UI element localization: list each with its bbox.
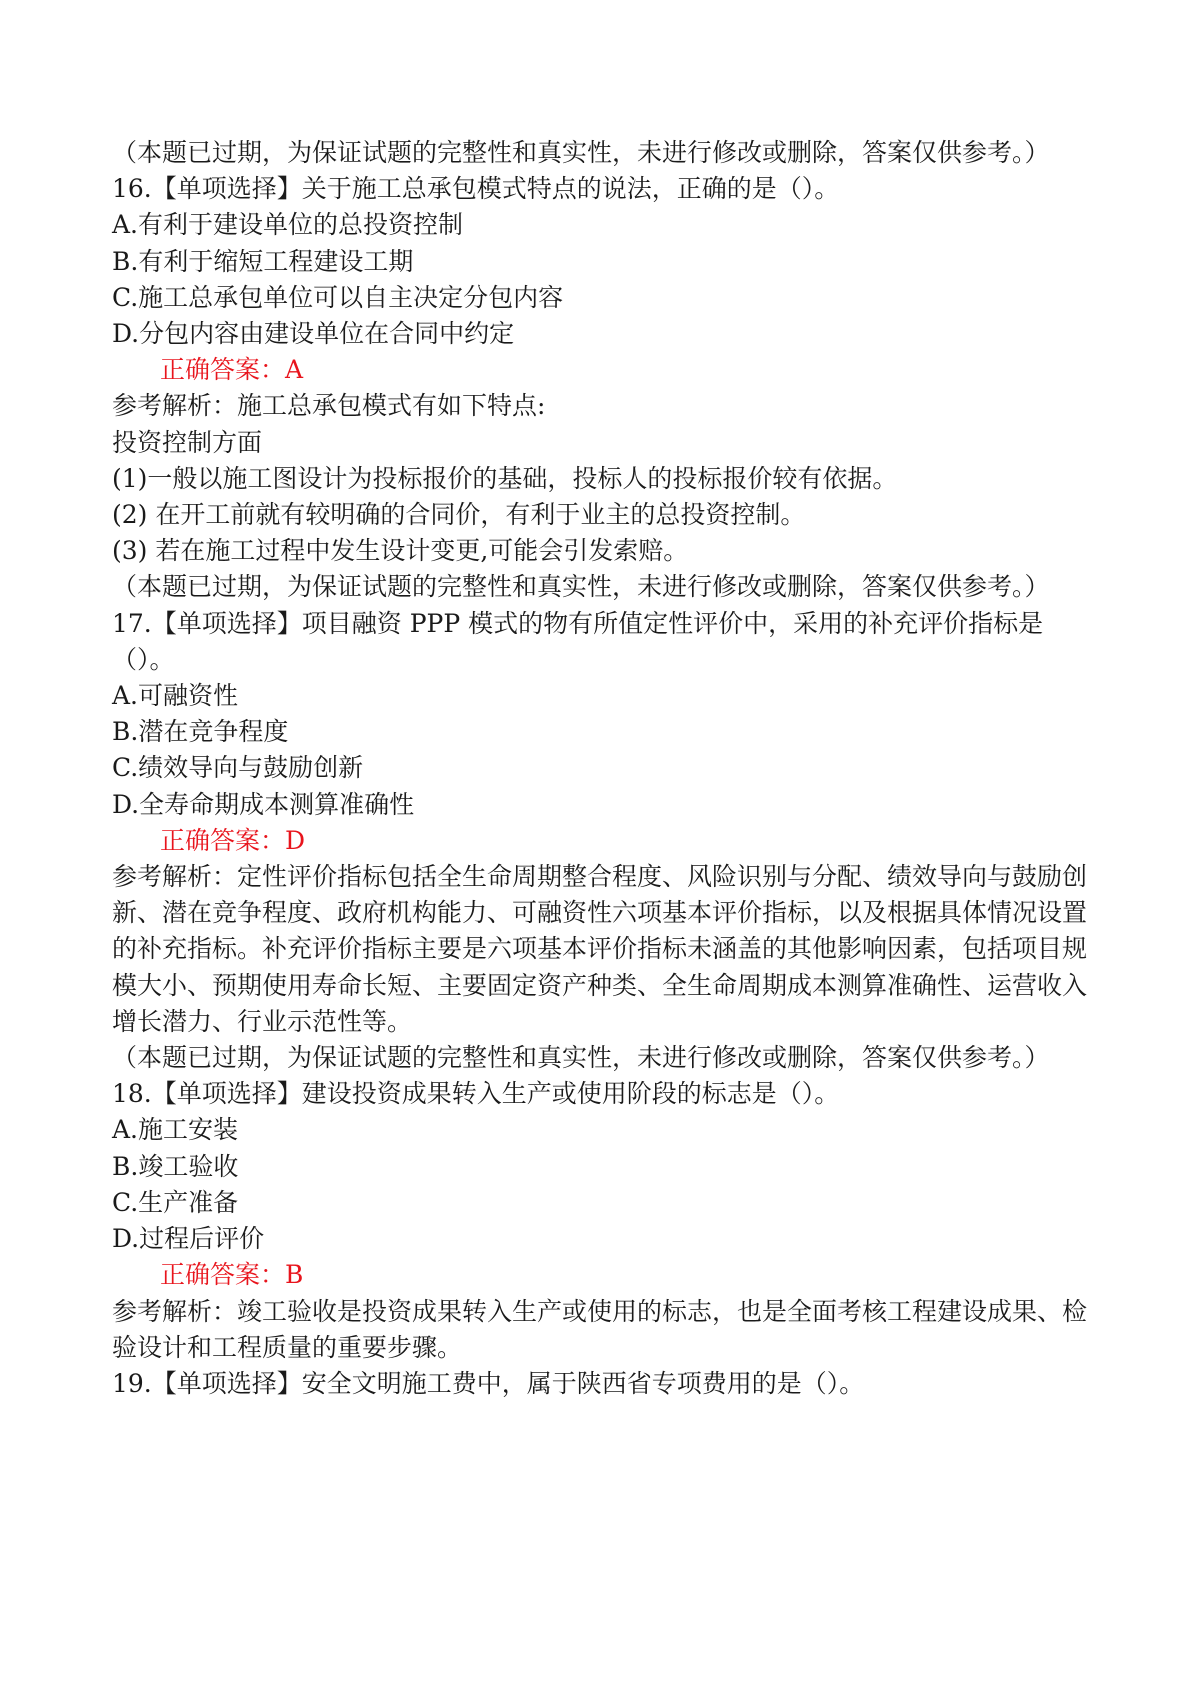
correct-answer: 正确答案：D	[160, 825, 306, 855]
correct-answer: 正确答案：A	[160, 355, 304, 385]
document-page	[112, 135, 1092, 1402]
option-a: A.有利于建设单位的总投资控制	[112, 210, 464, 240]
analysis-text: (3) 若在施工过程中发生设计变更,可能会引发索赔。	[112, 536, 689, 566]
question-19: 19.【单项选择】安全文明施工费中，属于陕西省专项费用的是（）。	[112, 1368, 865, 1398]
option-c: C.施工总承包单位可以自主决定分包内容	[112, 282, 564, 312]
expired-note: （本题已过期，为保证试题的完整性和真实性，未进行修改或删除，答案仅供参考。）	[112, 1043, 1050, 1073]
analysis-text: 参考解析：竣工验收是投资成果转入生产或使用的标志，也是全面考核工程建设成果、检验设计和工程质量的重要步骤。	[112, 1296, 1088, 1362]
option-a: A.可融资性	[112, 681, 239, 711]
option-d: D.分包内容由建设单位在合同中约定	[112, 319, 515, 349]
analysis-text: (1)一般以施工图设计为投标报价的基础，投标人的投标报价较有依据。	[112, 463, 898, 493]
analysis-text: 投资控制方面	[112, 427, 263, 457]
expired-note: （本题已过期，为保证试题的完整性和真实性，未进行修改或删除，答案仅供参考。）	[112, 138, 1050, 167]
option-d: D.全寿命期成本测算准确性	[112, 789, 415, 819]
option-a: A.施工安装	[112, 1115, 239, 1145]
analysis-text: (2) 在开工前就有较明确的合同价，有利于业主的总投资控制。	[112, 500, 806, 530]
expired-note: （本题已过期，为保证试题的完整性和真实性，未进行修改或删除，答案仅供参考。）	[112, 572, 1050, 602]
option-b: B.竣工验收	[112, 1151, 239, 1181]
question-18: 18.【单项选择】建设投资成果转入生产或使用阶段的标志是（）。	[112, 1079, 840, 1109]
analysis-text: 参考解析：定性评价指标包括全生命周期整合程度、风险识别与分配、绩效导向与鼓励创新、潜在竞争程度、政府机构能力、可融资性六项基本评价指标，以及根据具体情况设置的补充指标。补充评价指标主要是六项基本评价指标未涵盖的其他影响因素，包括项目规模大小、预期使用寿命长短、主要固定资产种类、全生命周期成本测算准确性、运营收入增长潜力、行业示范性等。	[112, 862, 1088, 1036]
correct-answer: 正确答案：B	[160, 1260, 304, 1290]
analysis-text: 参考解析：施工总承包模式有如下特点:	[112, 391, 546, 421]
option-b: B.潜在竞争程度	[112, 717, 289, 747]
option-c: C.绩效导向与鼓励创新	[112, 753, 364, 783]
question-16: 16.【单项选择】关于施工总承包模式特点的说法，正确的是（）。	[112, 174, 840, 204]
option-d: D.过程后评价	[112, 1224, 265, 1254]
question-17: 17.【单项选择】项目融资 PPP 模式的物有所值定性评价中，采用的补充评价指标是（）。	[112, 608, 1044, 674]
option-c: C.生产准备	[112, 1187, 239, 1217]
option-b: B.有利于缩短工程建设工期	[112, 246, 414, 276]
